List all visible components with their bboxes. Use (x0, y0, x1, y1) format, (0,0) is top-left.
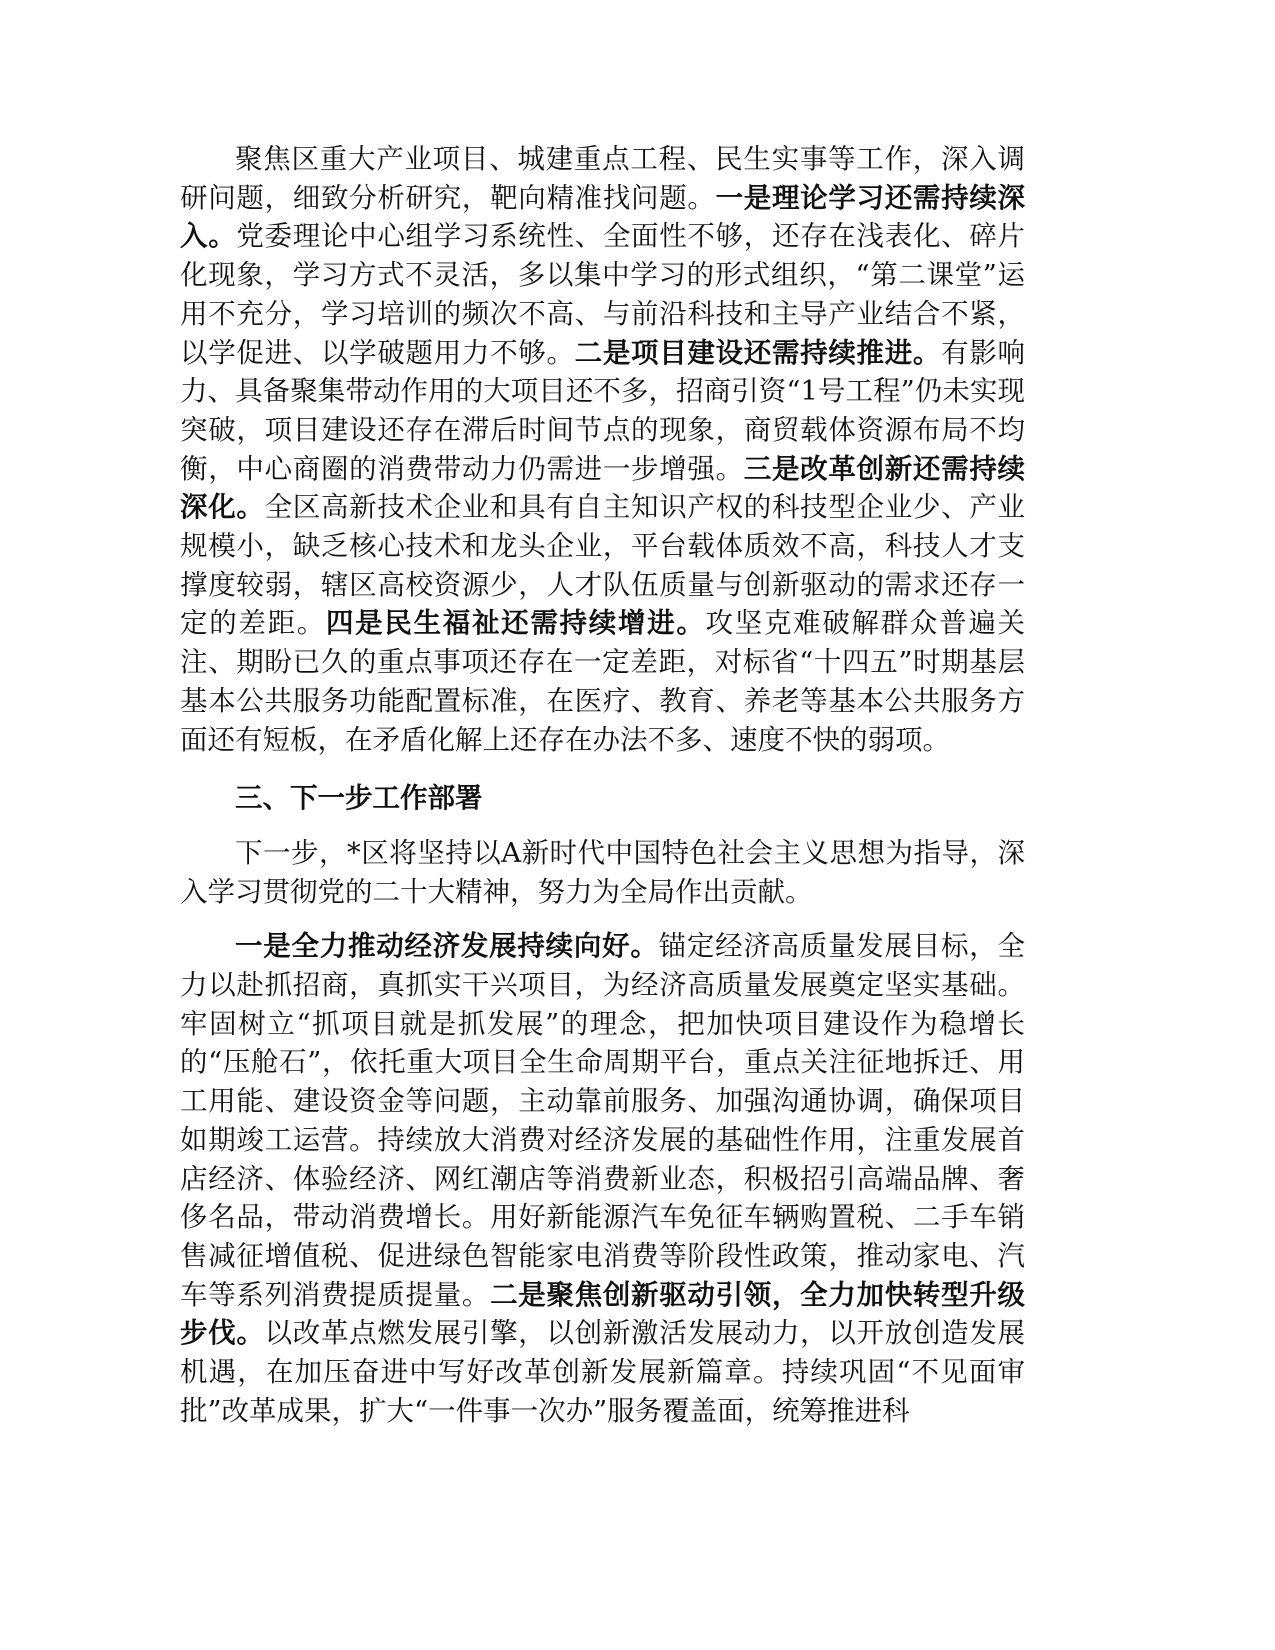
point-reform-innovation-text: 全区高新技术企业和具有自主知识产权的科技型企业少、产业规模小，缺乏核心技术和龙头企业，平台载体质效不高，科技人才支撑度较弱，辖区高校资源少，人才队伍质量与创新驱动的需求还存一定的差距。 (180, 491, 1026, 640)
point-project-construction-text: 有影响力、具备聚集带动作用的大项目还不多，招商引资“1号工程”仍未实现突破，项目建设还存在滞后时间节点的现象，商贸载体资源布局不均衡，中心商圈的消费带动力仍需进一步增强。 (180, 336, 1026, 485)
work-plan-paragraph (180, 927, 1025, 1430)
plan-innovation-heading: 二是聚焦创新驱动引领，全力加快转型升级步伐。 (180, 1278, 1026, 1350)
plan-economy-text: 锚定经济高质量发展目标，全力以赴抓招商，真抓实干兴项目，为经济高质量发展奠定坚实基础。牢固树立“抓项目就是抓发展”的理念，把加快项目建设作为稳增长的“压舱石”，依托重大项目全生命周期平台，重点关注征地拆迁、用工用能、建设资金等问题，主动靠前服务、加强沟通协调，确保项目如期竣工运营。持续放大消费对经济发展的基础性作用，注重发展首店经济、体验经济、网红潮店等消费新业态，积极招引高端品牌、奢侈名品，带动消费增长。用好新能源汽车免征车辆购置税、二手车销售减征增值税、促进绿色智能家电消费等阶段性政策，推动家电、汽车等系列消费提质提量。 (180, 930, 1026, 1311)
point-livelihood-text: 攻坚克难破解群众普遍关注、期盼已久的重点事项还存在一定差距，对标省“十四五”时期基层基本公共服务功能配置标准，在医疗、教育、养老等基本公共服务方面还有短板，在矛盾化解上还存在办法不多、速度不快的弱项。 (180, 607, 1026, 756)
problems-paragraph (180, 140, 1025, 759)
point-project-construction-heading: 二是项目建设还需持续推进。 (574, 336, 942, 369)
section-heading: 三、下一步工作部署 (235, 782, 483, 815)
paragraph-intro: 聚焦区重大产业项目、城建重点工程、民生实事等工作，深入调研问题，细致分析研究，靶向精准找问题。 (180, 143, 1025, 214)
plan-economy-heading: 一是全力推动经济发展持续向好。 (235, 930, 659, 963)
next-steps-intro-paragraph: 下一步，*区将坚持以A新时代中国特色社会主义思想为指导，深入学习贯彻党的二十大精神，努力为全局作出贡献。 (180, 836, 1025, 908)
point-theory-study-heading: 一是理论学习还需持续深入。 (180, 181, 1026, 253)
point-livelihood-heading: 四是民生福祉还需持续增进。 (325, 607, 706, 640)
point-theory-study-text: 党委理论中心组学习系统性、全面性不够，还存在浅表化、碎片化现象，学习方式不灵活，多以集中学习的形式组织，“第二课堂”运用不充分，学习培训的频次不高、与前沿科技和主导产业结合不紧，以学促进、以学破题用力不够。 (180, 220, 1026, 369)
document-page (180, 140, 1025, 1431)
plan-innovation-text: 以改革点燃发展引擎，以创新激活发展动力，以开放创造发展机遇，在加压奋进中写好改革创新发展新篇章。持续巩固“不见面审批”改革成果，扩大“一件事一次办”服务覆盖面，统筹推进科 (180, 1317, 1026, 1427)
point-reform-innovation-heading: 三是改革创新还需持续深化。 (180, 452, 1026, 524)
